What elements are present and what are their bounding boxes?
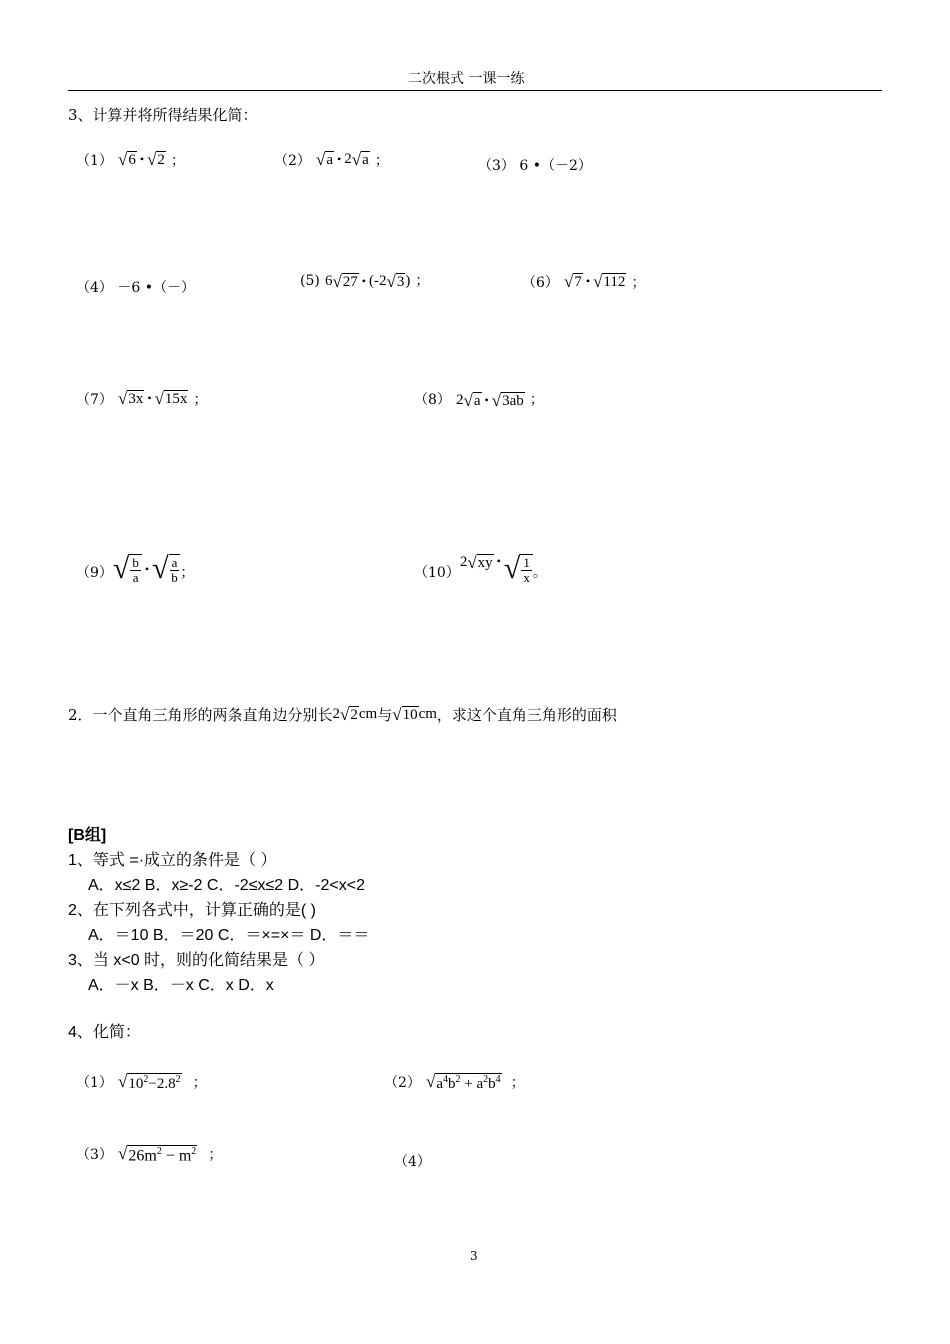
item-10-expression: 2 √ xy • √ $\frac{1}{x}$ — [460, 554, 533, 586]
group-b-q3: 3、当 x<0 时，则的化简结果是（ ） — [68, 952, 325, 969]
item-1: （1） √ 6 • √ 2 ； — [76, 150, 185, 169]
group-b-q2: 2、在下列各式中，计算正确的是( ) — [68, 902, 317, 919]
problem-2-text-end: ，求这个直角三角形的面积 — [436, 706, 617, 724]
s4-item-1-label: （1） — [76, 1075, 113, 1091]
item-4-label: （4） — [76, 280, 113, 296]
item-7-expression: √ 3x • √ 15x — [118, 389, 188, 408]
item-3 — [478, 155, 592, 175]
item-10-label: （10） — [414, 564, 460, 581]
s4-item-3-expression: √ $26m^2 - m^2$ — [118, 1144, 197, 1165]
item-8-expression: 2 √ a • √ 3ab — [456, 390, 524, 410]
item-2-label: （2） — [274, 153, 311, 169]
item-6-label: （6） — [522, 275, 559, 291]
s4-item-1-expression: √ $10^2-2.8^2$ — [118, 1072, 181, 1092]
item-9-label: （9） — [76, 564, 113, 581]
problem-2 — [68, 704, 617, 725]
s4-item-2-label: （2） — [384, 1075, 421, 1091]
item-1-label: （1） — [76, 153, 113, 169]
group-b-q2-options: A．＝10 B．＝20 C．＝×=×＝ D．＝＝ — [88, 927, 370, 944]
item-4 — [76, 277, 195, 297]
item-2-expression: √ a • 2 √ a — [316, 150, 369, 169]
header-rule — [68, 90, 882, 91]
group-b-q3-options: A．－x B．－x C．x D．x — [88, 977, 274, 994]
page-number: 3 — [470, 1249, 478, 1263]
item-8: （8） 2 √ a • √ 3ab ； — [414, 390, 544, 410]
item-8-label: （8） — [414, 392, 451, 408]
item-3-expression: 6 •（－2） — [519, 158, 592, 174]
group-b-title: [B组] — [68, 827, 107, 844]
item-5: (5) 6 √ 27 • (-2 √ 3 ) ； — [300, 271, 430, 291]
s4-item-2: （2） √ $a^4b^2 + a^2b^4$ ； — [384, 1072, 525, 1092]
s4-item-2-expression: √ $a^4b^2 + a^2b^4$ — [426, 1072, 501, 1092]
group-b-q1-options: A．x≤2 B．x≥-2 C．-2≤x≤2 D．-2<x<2 — [88, 877, 365, 894]
s4-item-1: （1） √ $10^2-2.8^2$ ； — [76, 1072, 207, 1092]
section4-heading: 4、化简： — [68, 1024, 141, 1041]
item-5-label: (5) — [300, 273, 320, 289]
item-3-label: （3） — [478, 158, 515, 174]
item-6: （6） √ 7 • √ 112 ； — [522, 272, 646, 291]
item-7-label: （7） — [76, 392, 113, 408]
s4-item-3-label: （3） — [76, 1147, 113, 1163]
item-7: （7） √ 3x • √ 15x ； — [76, 389, 208, 408]
s4-item-4 — [394, 1151, 431, 1171]
item-6-expression: √ 7 • √ 112 — [564, 272, 626, 291]
problem-2-text-start: 2．一个直角三角形的两条直角边分别长 — [68, 706, 333, 724]
section3-heading: 3、计算并将所得结果化简： — [68, 106, 258, 124]
item-5-expression: 6 √ 27 • (-2 √ 3 ) — [324, 271, 411, 291]
item-2: （2） √ a • 2 √ a ； — [274, 150, 389, 169]
group-b-q1: 1、等式 =·成立的条件是（ ） — [68, 852, 277, 869]
item-9: （9） √ $\frac{b}{a}$ • √ $\frac{a}{b}$ ； — [76, 552, 195, 586]
page-header: 二次根式 一课一练 — [408, 71, 525, 87]
item-4-expression: －6 •（－） — [117, 280, 195, 296]
problem-2-expression: 2 √ 2 cm 与 √ 10 cm — [332, 704, 437, 724]
item-9-expression: √ $\frac{b}{a}$ • √ $\frac{a}{b}$ — [113, 554, 180, 586]
item-10: （10） 2 √ xy • √ $\frac{1}{x}$ 。 — [414, 552, 547, 586]
item-1-expression: √ 6 • √ 2 — [118, 150, 165, 169]
s4-item-4-label: （4） — [394, 1154, 431, 1170]
s4-item-3: （3） √ $26m^2 - m^2$ ； — [76, 1144, 223, 1165]
